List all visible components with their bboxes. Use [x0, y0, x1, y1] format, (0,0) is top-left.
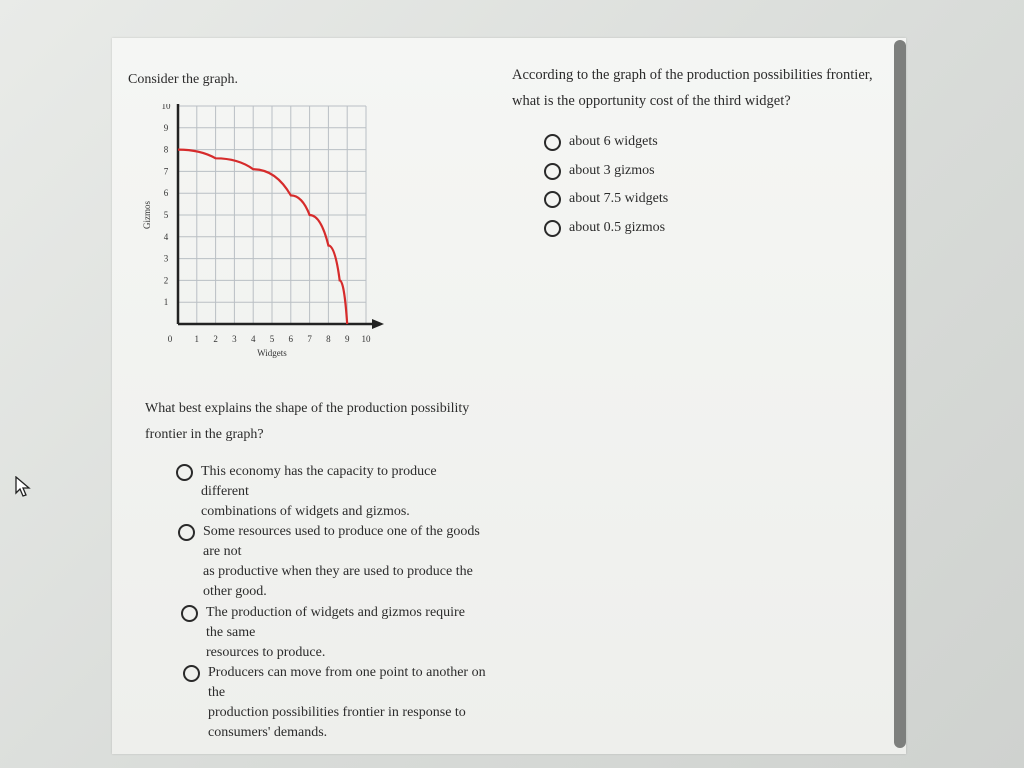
radio-button[interactable]	[178, 524, 195, 541]
x-tick-label: 8	[326, 334, 331, 344]
shape-option-4[interactable]: Producers can move from one point to another on the production possibilities frontier in response to consumers' demands.	[183, 663, 503, 743]
shape-option-3[interactable]: The production of widgets and gizmos require the same resources to produce.	[181, 603, 501, 663]
y-tick-label: 1	[163, 297, 169, 308]
x-tick-label: 2	[213, 334, 218, 344]
x-axis-arrow	[372, 319, 384, 329]
x-tick-label: 9	[344, 334, 350, 344]
y-axis-label: Gizmos	[142, 201, 152, 229]
y-tick-label: 8	[163, 144, 169, 155]
y-tick-label: 6	[163, 188, 169, 199]
y-tick-label: 2	[163, 275, 169, 286]
x-tick-label: 7	[307, 334, 312, 344]
radio-button[interactable]	[544, 191, 561, 208]
graph-prompt: Consider the graph.	[128, 72, 239, 87]
x-tick-label: 6	[288, 334, 294, 344]
shape-option-2[interactable]: Some resources used to produce one of the goods are not as productive when they are used to produce the other good.	[178, 522, 498, 602]
cost-option-3[interactable]: about 7.5 widgets	[544, 189, 668, 209]
radio-button[interactable]	[181, 605, 198, 622]
x-tick-label: 3	[232, 334, 237, 344]
cost-option-4[interactable]: about 0.5 gizmos	[544, 218, 665, 238]
x-tick-label: 5	[269, 334, 275, 344]
radio-button[interactable]	[176, 464, 193, 481]
mouse-cursor-icon	[14, 476, 32, 498]
radio-button[interactable]	[544, 163, 561, 180]
radio-button[interactable]	[544, 220, 561, 237]
shape-option-1[interactable]: This economy has the capacity to produce different combinations of widgets and gizmos.	[176, 462, 496, 522]
radio-button[interactable]	[544, 134, 561, 151]
y-tick-label: 9	[163, 122, 169, 133]
opportunity-cost-question: According to the graph of the production possibilities frontier, what is the opportunity cost of the third widget?	[512, 67, 873, 109]
cost-option-1[interactable]: about 6 widgets	[544, 132, 658, 152]
scrollbar[interactable]	[894, 40, 906, 748]
x-tick-label: 1	[194, 334, 200, 344]
y-tick-label: 10	[161, 104, 171, 111]
x-tick-label: 10	[361, 334, 371, 344]
radio-button[interactable]	[183, 665, 200, 682]
y-tick-label: 4	[163, 231, 169, 242]
cost-option-2[interactable]: about 3 gizmos	[544, 161, 655, 181]
shape-question: What best explains the shape of the production possibility frontier in the graph?	[145, 401, 470, 442]
y-tick-label: 5	[163, 210, 169, 220]
ppf-chart	[130, 104, 410, 374]
y-tick-label: 7	[163, 166, 169, 177]
x-tick-label: 4	[250, 334, 256, 344]
y-tick-label: 3	[163, 253, 169, 264]
x-axis-label: Widgets	[257, 348, 287, 358]
x-tick-label: 0	[167, 334, 173, 344]
